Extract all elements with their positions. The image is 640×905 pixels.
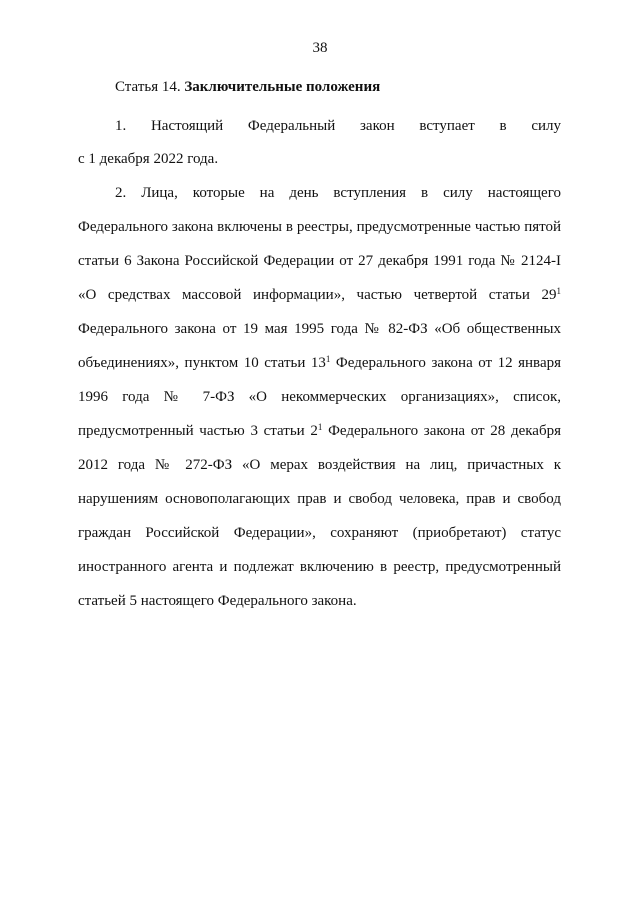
superscript-29-1: 1	[556, 286, 561, 296]
paragraph-2-line-3: статьи 6 Закона Российской Федерации от 27 декабря 1991 года № 2124-I	[78, 253, 561, 269]
paragraph-2-line-6	[78, 354, 561, 372]
paragraph-1-line-2: с 1 декабря 2022 года.	[78, 151, 219, 167]
paragraph-2-line-4	[78, 286, 561, 304]
superscript-2-1: 1	[317, 422, 323, 432]
paragraph-2-line-1: 2. Лица, которые на день вступления в силу настоящего	[115, 185, 561, 201]
line-8-text-b: Федерального закона от 28 декабря	[322, 423, 561, 439]
paragraph-2-line-9: 2012 года № 272-ФЗ «О мерах воздействия на лиц, причастных к	[78, 457, 561, 473]
paragraph-2-line-2: Федерального закона включены в реестры, предусмотренные частью пятой	[78, 219, 561, 235]
paragraph-2-line-13: статьей 5 настоящего Федерального закона.	[78, 593, 357, 609]
paragraph-2-line-5: Федерального закона от 19 мая 1995 года № 82-ФЗ «Об общественных	[78, 321, 561, 337]
paragraph-2-line-8	[78, 422, 561, 440]
line-6-text-a: объединениях», пунктом 10 статьи 13	[78, 355, 326, 371]
line-8-text-a: предусмотренный частью 3 статьи 2	[78, 423, 318, 439]
superscript-13-1: 1	[325, 354, 331, 364]
article-heading	[115, 79, 380, 96]
paragraph-1-line-1: 1. Настоящий Федеральный закон вступает в силу	[115, 118, 561, 134]
line-6-text-b: Федерального закона от 12 января	[330, 355, 562, 371]
article-title: Заключительные положения	[184, 79, 381, 95]
paragraph-2-line-12: иностранного агента и подлежат включению в реестр, предусмотренный	[78, 559, 561, 575]
paragraph-2-line-7: 1996 года № 7-ФЗ «О некоммерческих организациях», список,	[78, 389, 561, 405]
article-number: Статья 14.	[115, 79, 181, 95]
line-4-text: «О средствах массовой информации», частью четвертой статьи 29	[78, 287, 557, 303]
paragraph-2-line-10: нарушениям основополагающих прав и свобод человека, прав и свобод	[78, 491, 561, 507]
paragraph-2-line-11: граждан Российской Федерации», сохраняют (приобретают) статус	[78, 525, 561, 541]
page-number: 38	[312, 40, 328, 56]
